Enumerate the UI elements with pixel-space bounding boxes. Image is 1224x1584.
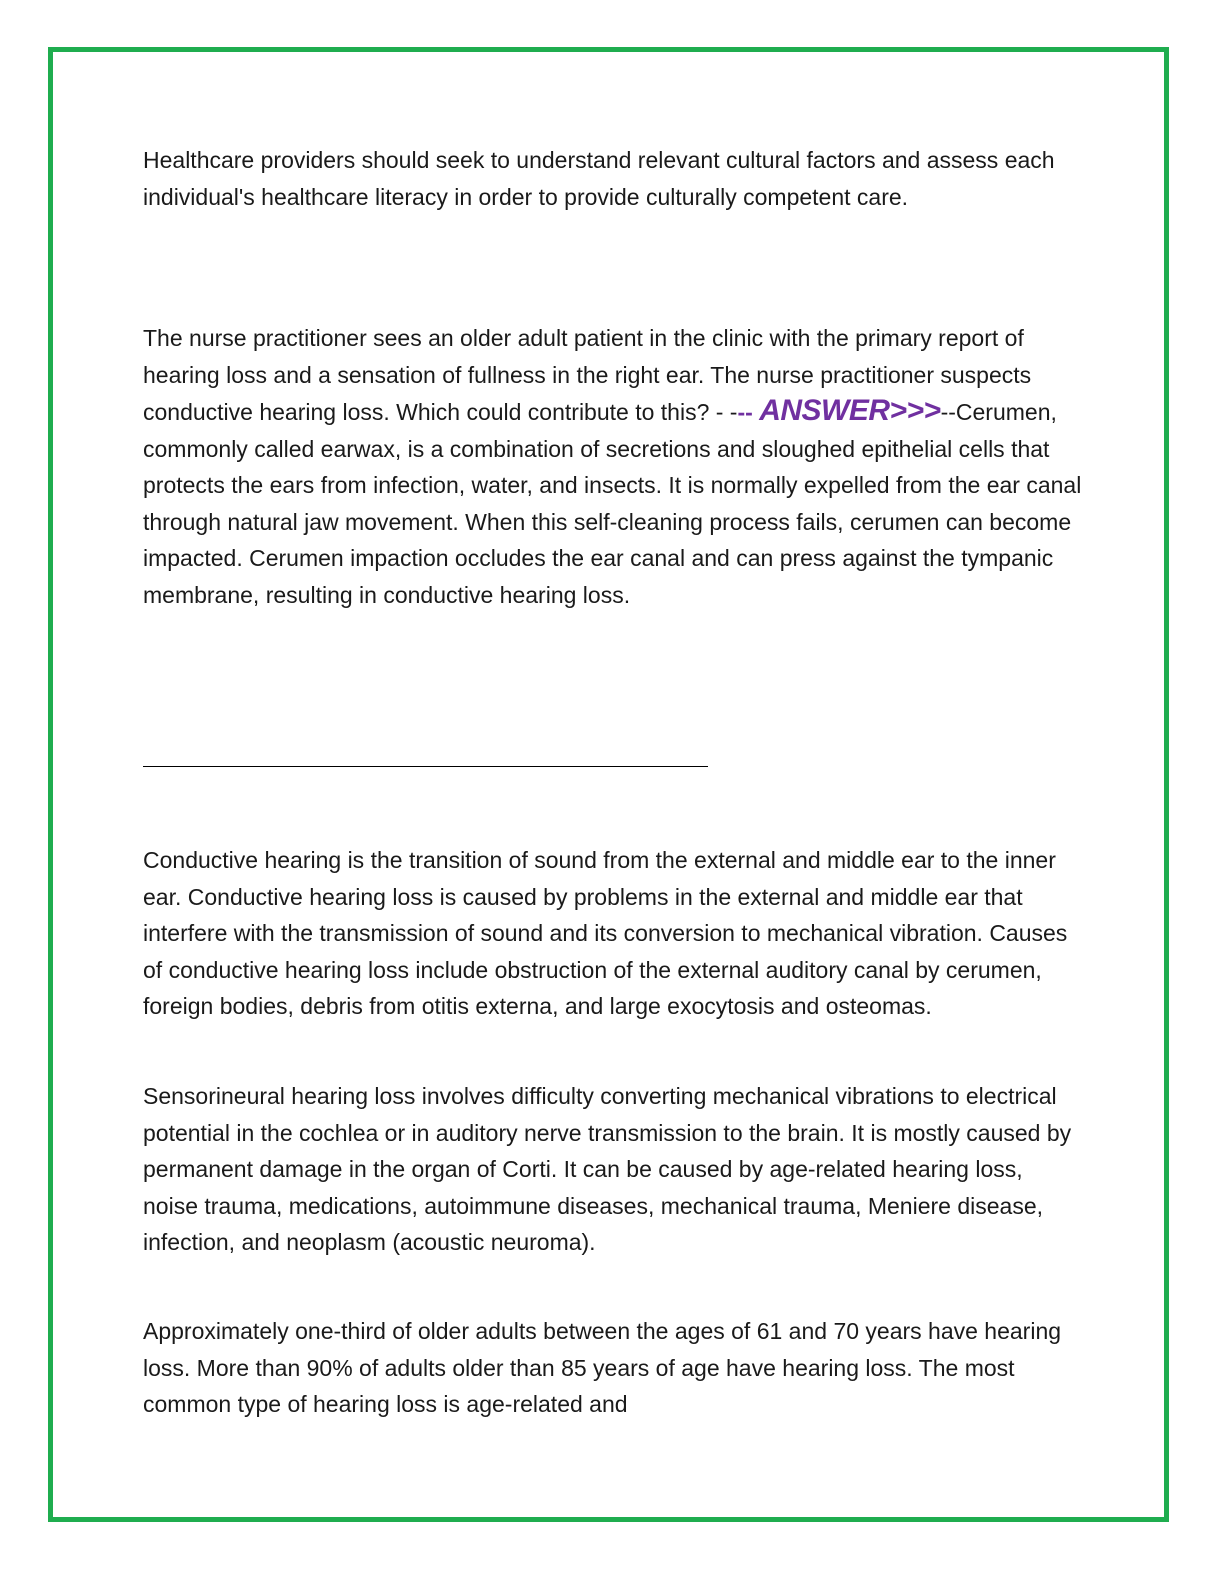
question-block: [143, 320, 1083, 613]
question-paragraph: [143, 320, 1083, 613]
sensorineural-paragraph: [143, 1078, 1083, 1261]
prevalence-paragraph: [143, 1313, 1083, 1423]
answer-label: ANSWER>>>: [759, 394, 941, 427]
intro-paragraph: [143, 142, 1083, 215]
sensorineural-text: Sensorineural hearing loss involves difficulty converting mechanical vibrations to electrical potential in the cochlea or in auditory nerve transmission to the brain. It is mostly caused by permanent damage in the organ of Corti. It can be caused by age-related hearing loss, noise trauma, medications, autoimmune diseases, mechanical trauma, Meniere disease, infection, and neoplasm (acoustic neuroma).: [143, 1083, 1072, 1255]
answer-text: --Cerumen, commonly called earwax, is a combination of secretions and sloughed epithelial cells that protects the ears from infection, water, and insects. It is normally expelled from the ear canal through natural jaw movement. When this self-cleaning process fails, cerumen can become impacted. Cerumen impaction occludes the ear canal and can press against the tympanic membrane, resulting in conductive hearing loss.: [143, 399, 1082, 608]
intro-text: Healthcare providers should seek to understand relevant cultural factors and assess each individual's healthcare literacy in order to provide culturally competent care.: [143, 147, 1055, 210]
conductive-paragraph: [143, 842, 1083, 1025]
section-separator-line: [143, 766, 708, 767]
conductive-text: Conductive hearing is the transition of sound from the external and middle ear to the inner ear. Conductive hearing loss is caused by problems in the external and middle ear that interfere with the transmission of sound and its conversion to mechanical vibration. Causes of conductive hearing loss include obstruction of the external auditory canal by cerumen, foreign bodies, debris from otitis externa, and large exocytosis and osteomas.: [143, 847, 1068, 1019]
answer-dash: --: [737, 399, 753, 425]
page-border-frame: [48, 47, 1169, 1522]
prevalence-text: Approximately one-third of older adults between the ages of 61 and 70 years have hearing loss. More than 90% of adults older than 85 years of age have hearing loss. The most common type of hearing loss is age-related and: [143, 1318, 1062, 1417]
question-text: The nurse practitioner sees an older adult patient in the clinic with the primary report of hearing loss and a sensation of fullness in the right ear. The nurse practitioner suspects conductive hearing loss. Which could contribute to this? - -: [143, 325, 1032, 425]
